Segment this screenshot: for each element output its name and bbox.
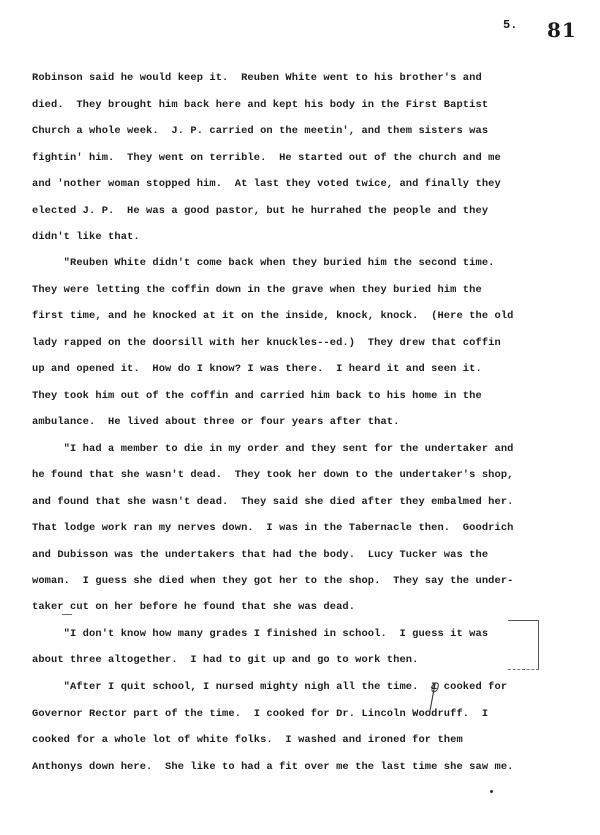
stray-ink-dot: [490, 790, 493, 793]
text-line: he found that she wasn't dead. They took her down to the undertaker's shop,: [32, 469, 514, 481]
text-line: Robinson said he would keep it. Reuben White went to his brother's and: [32, 72, 482, 84]
text-line: ambulance. He lived about three or four years after that.: [32, 416, 400, 428]
pencil-underline-mark: [62, 614, 72, 615]
text-line: taker cut on her before he found that she was dead.: [32, 601, 356, 613]
text-line: first time, and he knocked at it on the inside, knock, knock. (Here the old: [32, 310, 514, 322]
text-line: died. They brought him back here and kept his body in the First Baptist: [32, 99, 489, 111]
text-line: cooked for a whole lot of white folks. I washed and ironed for them: [32, 734, 463, 746]
text-line: That lodge work ran my nerves down. I was in the Tabernacle then. Goodrich: [32, 522, 514, 534]
text-line: "Reuben White didn't come back when they buried him the second time.: [32, 257, 495, 269]
margin-bracket-mark: [508, 620, 539, 670]
text-line: fightin' him. They went on terrible. He started out of the church and me: [32, 152, 501, 164]
text-line: and 'nother woman stopped him. At last they voted twice, and finally they: [32, 178, 501, 190]
text-line: elected J. P. He was a good pastor, but he hurrahed the people and they: [32, 205, 489, 217]
text-line: didn't like that.: [32, 231, 140, 243]
text-line: Governor Rector part of the time. I cooked for Dr. Lincoln Woodruff. I: [32, 708, 489, 720]
typed-page-number: 5.: [503, 18, 518, 32]
text-line: and Dubisson was the undertakers that had the body. Lucy Tucker was the: [32, 549, 489, 561]
text-line: Church a whole week. J. P. carried on the meetin', and them sisters was: [32, 125, 489, 137]
handwritten-page-number: 81: [547, 18, 577, 42]
text-line: and found that she wasn't dead. They said she died after they embalmed her.: [32, 496, 514, 508]
text-line: They took him out of the coffin and carried him back to his home in the: [32, 390, 482, 402]
text-line: "I had a member to die in my order and they sent for the undertaker and: [32, 443, 514, 455]
text-line: woman. I guess she died when they got her to the shop. They say the under-: [32, 575, 514, 587]
handwritten-insertion-mark: [421, 678, 443, 718]
text-line: Anthonys down here. She like to had a fit over me the last time she saw me.: [32, 761, 514, 773]
text-line: up and opened it. How do I know? I was there. I heard it and seen it.: [32, 363, 482, 375]
text-line: They were letting the coffin down in the grave when they buried him the: [32, 284, 482, 296]
text-line: about three altogether. I had to git up and go to work then.: [32, 654, 419, 666]
text-line: "After I quit school, I nursed mighty nigh all the time. I cooked for: [32, 681, 508, 693]
text-line: "I don't know how many grades I finished in school. I guess it was: [32, 628, 489, 640]
text-line: lady rapped on the doorsill with her knuckles--ed.) They drew that coffin: [32, 337, 501, 349]
